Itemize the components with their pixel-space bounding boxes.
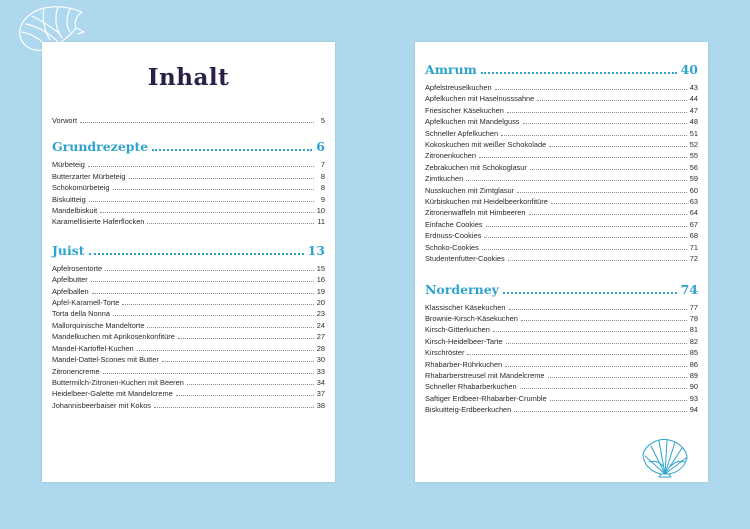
- toc-entry[interactable]: Biskuitteig-Erdbeerkuchen 94: [425, 405, 698, 415]
- toc-entry[interactable]: Schokomürbeteig 8: [52, 183, 325, 193]
- toc-entry[interactable]: Apfelrosentorte 15: [52, 263, 325, 273]
- toc-entry[interactable]: Zitronenwaffeln mit Himbeeren 64: [425, 208, 698, 218]
- toc-entry[interactable]: Apfelkuchen mit Haselnusssahne 44: [425, 94, 698, 104]
- toc-entry[interactable]: Kürbiskuchen mit Heidelbeerkonfitüre 63: [425, 197, 698, 207]
- toc-entry[interactable]: Johannisbeerbaiser mit Kokos 38: [52, 400, 325, 410]
- toc-entry[interactable]: Rhabarberstreusel mit Mandelcreme 89: [425, 370, 698, 380]
- toc-entry[interactable]: Karamellisierte Haferflocken 11: [52, 217, 325, 227]
- toc-entry[interactable]: Apfel-Karamell-Torte 20: [52, 298, 325, 308]
- page-title: Inhalt: [147, 64, 230, 91]
- toc-entry[interactable]: Kirschröster 85: [425, 348, 698, 358]
- toc-entry[interactable]: Mandel-Kartoffel-Kuchen 28: [52, 343, 325, 353]
- toc-entry[interactable]: Mandel-Dattel-Scones mit Butter 30: [52, 355, 325, 365]
- toc-entry[interactable]: Torta della Nonna 23: [52, 309, 325, 319]
- toc-entry[interactable]: Rhabarber-Rührkuchen 86: [425, 359, 698, 369]
- toc-right: [425, 62, 698, 416]
- right-page: [415, 42, 708, 482]
- toc-entry[interactable]: Friesischer Käsekuchen 47: [425, 105, 698, 115]
- toc-entry[interactable]: Mandelbiskuit 10: [52, 206, 325, 216]
- toc-entry[interactable]: Schoko-Cookies 71: [425, 242, 698, 252]
- toc-entry[interactable]: Biskuitteig 9: [52, 194, 325, 204]
- toc-entry[interactable]: Heidelbeer-Galette mit Mandelcreme 37: [52, 389, 325, 399]
- toc-entry[interactable]: Mallorquinische Mandeltorte 24: [52, 320, 325, 330]
- toc-entry[interactable]: Zitronenkuchen 55: [425, 151, 698, 161]
- toc-entry[interactable]: Apfelbutter 16: [52, 275, 325, 285]
- toc-entry[interactable]: Mürbeteig 7: [52, 160, 325, 170]
- section-heading-amrum[interactable]: Amrum 40: [425, 62, 698, 77]
- toc-entry-vorwort[interactable]: Vorwort 5: [52, 116, 325, 125]
- toc-entry[interactable]: Mandelkuchen mit Aprikosenkonfitüre 27: [52, 332, 325, 342]
- toc-entry[interactable]: Schneller Apfelkuchen 51: [425, 128, 698, 138]
- toc-entry[interactable]: Nusskuchen mit Zimtglasur 60: [425, 185, 698, 195]
- section-heading-juist[interactable]: Juist 13: [52, 242, 325, 258]
- toc-entry[interactable]: Kirsch-Heidelbeer-Tarte 82: [425, 336, 698, 346]
- toc-entry[interactable]: Butterzarter Mürbeteig 8: [52, 171, 325, 181]
- toc-entry[interactable]: Kirsch-Gitterkuchen 81: [425, 325, 698, 335]
- toc-entry[interactable]: Einfache Cookies 67: [425, 219, 698, 229]
- toc-entry[interactable]: Zitronencreme 33: [52, 366, 325, 376]
- toc-left: [52, 115, 325, 411]
- toc-entry[interactable]: Zimtkuchen 59: [425, 174, 698, 184]
- toc-entry[interactable]: Studentenfutter-Cookies 72: [425, 254, 698, 264]
- toc-entry[interactable]: Schneller Rhabarberkuchen 90: [425, 382, 698, 392]
- toc-entry[interactable]: Apfelkuchen mit Mandelguss 48: [425, 117, 698, 127]
- scallop-shell-icon: [639, 436, 691, 478]
- toc-entry[interactable]: Buttermilch-Zitronen-Kuchen mit Beeren 34: [52, 377, 325, 387]
- toc-entry[interactable]: Brownie-Kirsch-Käsekuchen 78: [425, 313, 698, 323]
- section-heading-norderney[interactable]: Norderney 74: [425, 281, 698, 297]
- toc-entry[interactable]: Erdnuss-Cookies 68: [425, 231, 698, 241]
- toc-entry[interactable]: Klassischer Käsekuchen 77: [425, 302, 698, 312]
- toc-entry[interactable]: Zebrakuchen mit Schokoglasur 56: [425, 162, 698, 172]
- toc-entry[interactable]: Saftiger Erdbeer-Rhabarber-Crumble 93: [425, 393, 698, 403]
- toc-entry[interactable]: Apfelballen 19: [52, 286, 325, 296]
- toc-entry[interactable]: Apfelstreuselkuchen 43: [425, 83, 698, 92]
- left-page: [42, 42, 335, 482]
- toc-entry[interactable]: Kokoskuchen mit weißer Schokolade 52: [425, 140, 698, 150]
- section-heading-grundrezepte[interactable]: Grundrezepte 6: [52, 139, 325, 155]
